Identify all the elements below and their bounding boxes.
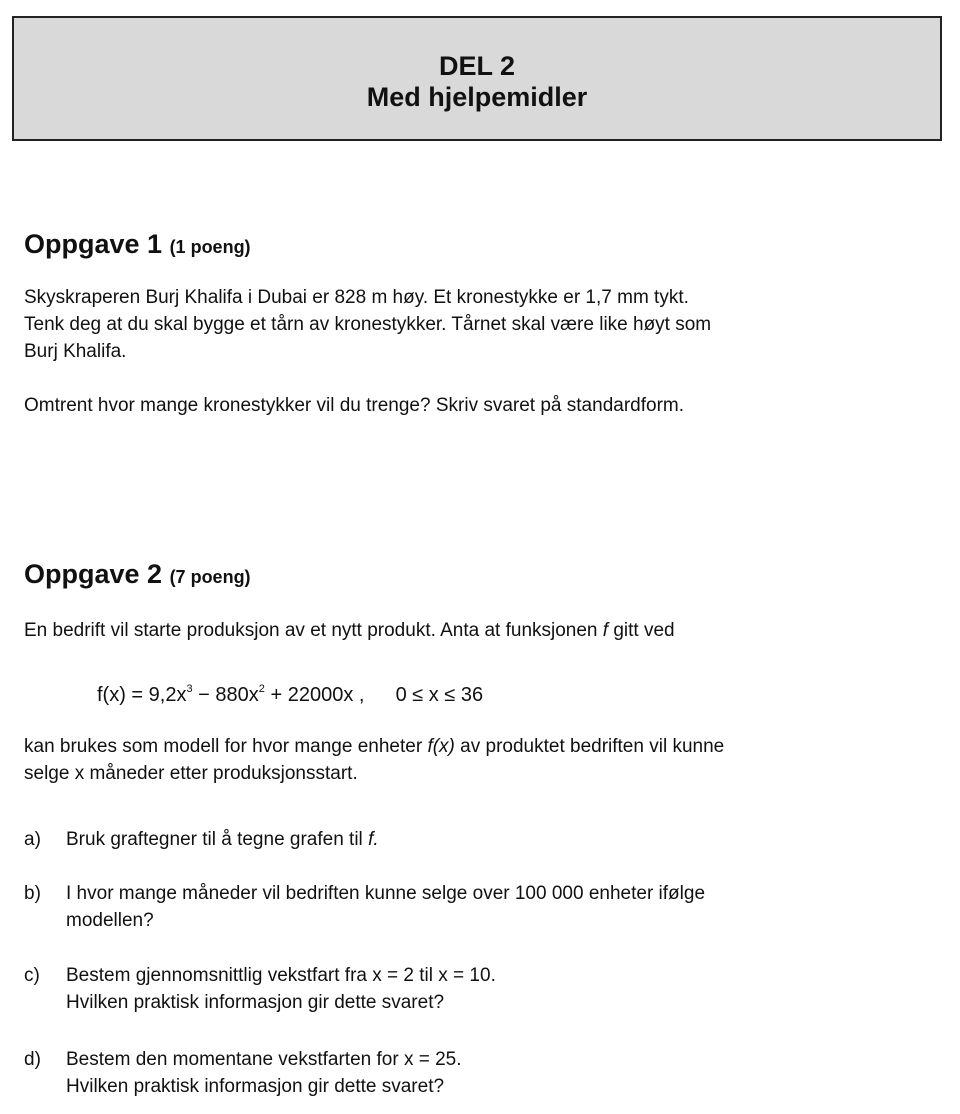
model-desc-line2-start: selge xyxy=(24,763,70,784)
subtask-a-label: a) xyxy=(24,829,41,850)
task2-points: (7 poeng) xyxy=(169,567,251,587)
subtask-d-text: Bestem den momentane vekstfarten for xyxy=(66,1049,399,1070)
task2-title: Oppgave 2 xyxy=(24,559,163,589)
section-header-box xyxy=(12,16,942,141)
task1-points: (1 poeng) xyxy=(169,237,251,257)
model-desc-start: kan brukes som modell for hvor mange enheter xyxy=(24,736,423,757)
task1-heading xyxy=(24,228,251,263)
formula-rest: + 22000x , xyxy=(264,684,365,706)
subtask-a-text: Bruk graftegner til å tegne grafen til xyxy=(66,829,363,850)
task1-question xyxy=(24,392,934,419)
subtask-c-x-start: x = 2 xyxy=(372,965,414,986)
subtask-d-label: d) xyxy=(24,1049,41,1070)
formula-mid: − 880x xyxy=(192,684,259,706)
model-desc-x: x xyxy=(74,763,85,784)
model-desc-fx: f(x) xyxy=(427,736,455,757)
model-desc-line2-end: måneder etter produksjonsstart. xyxy=(89,763,358,784)
subtask-b-line1: I hvor mange måneder vil bedriften kunne selge over 100 000 enheter ifølge xyxy=(66,883,706,904)
subtask-d-line2: Hvilken praktisk informasjon gir dette svaret? xyxy=(66,1076,445,1097)
task2-model-description xyxy=(24,733,934,787)
subtask-c-text: Bestem gjennomsnittlig vekstfart fra xyxy=(66,965,367,986)
function-formula xyxy=(97,674,483,710)
formula-exponent-2: 2 xyxy=(258,683,265,695)
task1-paragraph1 xyxy=(24,284,934,365)
formula-exponent-3: 3 xyxy=(186,683,193,695)
formula-lhs: f(x) = 9,2x xyxy=(97,684,187,706)
task1-title: Oppgave 1 xyxy=(24,229,163,259)
subtask-b-label: b) xyxy=(24,883,41,904)
subtask-b-line2: modellen? xyxy=(66,910,154,931)
task1-paragraph1-line: Burj Khalifa. xyxy=(24,341,127,362)
section-subtitle: Med hjelpemidler xyxy=(366,82,588,112)
task2-intro-function: f xyxy=(602,620,609,641)
section-title: DEL 2 xyxy=(438,51,516,81)
subtask-c-x-end: x = 10. xyxy=(438,965,496,986)
subtask-c-label: c) xyxy=(24,965,40,986)
task2-intro-end: gitt ved xyxy=(613,620,675,641)
formula-domain: 0 ≤ x ≤ 36 xyxy=(395,684,484,706)
task2-intro-text: En bedrift vil starte produksjon av et nytt produkt. Anta at funksjonen xyxy=(24,620,598,641)
subtask-a-function: f. xyxy=(368,829,379,850)
model-desc-end: av produktet bedriften vil kunne xyxy=(460,736,725,757)
task1-paragraph1-line: Tenk deg at du skal bygge et tårn av kronestykker. Tårnet skal være like høyt som xyxy=(24,314,712,335)
task2-heading xyxy=(24,558,251,593)
subtask-c-til: til xyxy=(419,965,433,986)
task2-intro xyxy=(24,617,934,644)
subtask-d-x: x = 25. xyxy=(403,1049,462,1070)
task1-paragraph1-line: Skyskraperen Burj Khalifa i Dubai er 828 m høy. Et kronestykke er 1,7 mm tykt. xyxy=(24,287,689,308)
task1-question-text: Omtrent hvor mange kronestykker vil du trenge? Skriv svaret på standardform. xyxy=(24,395,684,416)
subtask-c-line2: Hvilken praktisk informasjon gir dette svaret? xyxy=(66,992,445,1013)
